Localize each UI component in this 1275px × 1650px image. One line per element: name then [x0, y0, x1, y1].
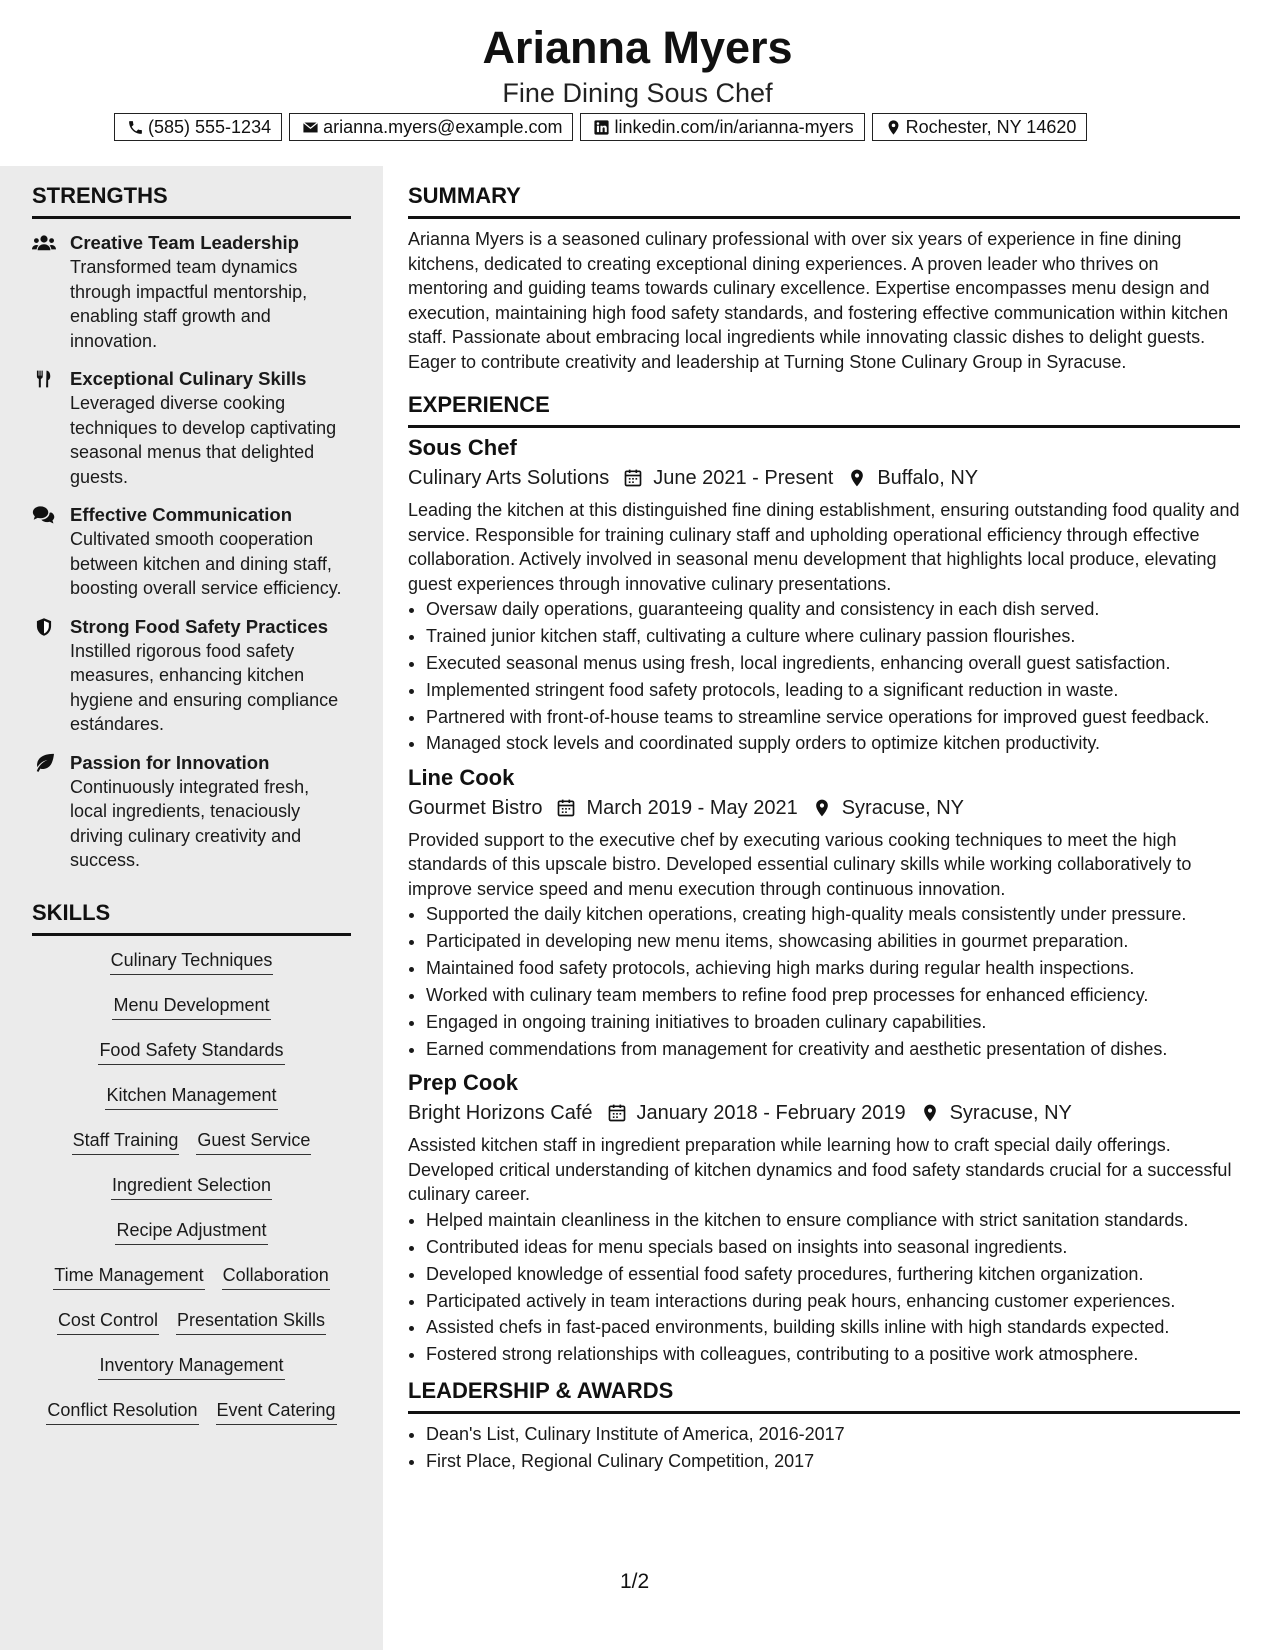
contact-email[interactable] — [289, 113, 573, 141]
job-bullet: • Executed seasonal menus using fresh, local ingredients, enhancing overall guest satisfaction. — [426, 651, 1240, 676]
job-location: Syracuse, NY — [841, 796, 964, 819]
job-bullet: • Helped maintain cleanliness in the kitchen to ensure compliance with strict sanitation standards. — [426, 1208, 1240, 1233]
job-description: Leading the kitchen at this distinguished fine dining establishment, ensuring outstanding food quality and service. Responsible for training culinary staff and upholding operational efficiency through effective collaboration. Actively involved in seasonal menu development that highlights local produce, elevating guest experiences through innovative culinary presentations. — [408, 500, 1240, 594]
candidate-name: Arianna Myers — [482, 22, 793, 73]
skill-row — [32, 993, 351, 1038]
skill-tag: Time Management — [53, 1263, 204, 1290]
map-pin-icon — [920, 1103, 940, 1123]
experience-list — [408, 434, 1240, 1367]
strengths-heading: STRENGTHS — [32, 180, 351, 219]
contact-linkedin[interactable] — [580, 113, 864, 141]
skill-tag: Presentation Skills — [176, 1308, 326, 1335]
skills-heading: SKILLS — [32, 897, 351, 936]
job-description: Provided support to the executive chef by executing various cooking techniques to meet the high standards of this upscale bistro. Developed essential culinary skills while working collaboratively to improve service speed and menu execution through continuous innovation. — [408, 829, 1192, 899]
skill-row — [32, 1218, 351, 1263]
skill-row — [32, 1128, 351, 1173]
award-item: • Dean's List, Culinary Institute of America, 2016-2017 — [426, 1422, 1240, 1447]
job-bullets — [408, 1208, 1240, 1367]
contact-location-text: Rochester, NY 14620 — [905, 116, 1077, 137]
job-company: Gourmet Bistro — [408, 796, 543, 819]
strength-description: Instilled rigorous food safety measures, enhancing kitchen hygiene and ensuring compliance estándares. — [70, 640, 339, 734]
job-bullets — [408, 597, 1240, 756]
contact-phone-text: (585) 555-1234 — [148, 116, 272, 137]
contact-linkedin-text: linkedin.com/in/arianna-myers — [614, 116, 854, 137]
job-bullet: • Participated in developing new menu items, showcasing abilities in gourmet preparation. — [426, 929, 1240, 954]
contact-location — [872, 113, 1088, 141]
summary-text: Arianna Myers is a seasoned culinary professional with over six years of experience in fine dining kitchens, dedicated to creating exceptional dining experiences. A proven leader who thrives on mentoring and guiding teams towards culinary excellence. Expertise encompasses menu design and execution, maintaining high food safety standards, and fostering effective communication within kitchen staff. Passionate about embracing local ingredients while innovating classic dishes to delight guests. Eager to contribute creativity and leadership at Turning Stone Culinary Group in Syracuse. — [408, 229, 1229, 372]
skill-tag: Staff Training — [72, 1128, 180, 1155]
strength-description: Transformed team dynamics through impactful mentorship, enabling staff growth and innovation. — [70, 257, 308, 351]
job-entry — [408, 434, 1240, 756]
skill-row — [32, 1398, 351, 1443]
strength-title: Passion for Innovation — [70, 751, 270, 773]
job-dates: June 2021 - Present — [653, 467, 834, 489]
utensils-icon — [32, 369, 56, 389]
map-pin-icon — [847, 468, 867, 488]
page-number: 1/2 — [620, 1570, 650, 1593]
strength-title: Exceptional Culinary Skills — [70, 368, 307, 389]
resume-header — [0, 18, 1275, 108]
leaf-icon — [32, 753, 56, 773]
strength-item — [32, 751, 351, 873]
job-bullet: • Assisted chefs in fast-paced environments, building skills inline with high standards expected. — [426, 1315, 1240, 1340]
skill-tag: Kitchen Management — [105, 1083, 277, 1110]
job-position: Sous Chef — [408, 435, 517, 460]
skill-row — [32, 1083, 351, 1128]
strength-title: Effective Communication — [70, 504, 293, 525]
job-meta — [408, 462, 1240, 494]
contact-email-text: arianna.myers@example.com — [323, 116, 563, 137]
job-bullet: • Fostered strong relationships with colleagues, contributing to a positive work atmosphere. — [426, 1342, 1240, 1367]
job-bullet: • Supported the daily kitchen operations, creating high-quality meals consistently under pressure. — [426, 902, 1240, 927]
strength-item — [32, 231, 351, 353]
skill-tag: Inventory Management — [98, 1353, 284, 1380]
job-dates: March 2019 - May 2021 — [586, 796, 798, 819]
job-description: Assisted kitchen staff in ingredient preparation while learning how to craft special daily offerings. Developed critical understanding of kitchen dynamics and food safety standards crucial for a successful culinary career. — [408, 1135, 1232, 1205]
job-company: Culinary Arts Solutions — [408, 467, 610, 489]
skill-tag: Cost Control — [57, 1308, 159, 1335]
job-bullet: • Managed stock levels and coordinated supply orders to optimize kitchen productivity. — [426, 731, 1240, 756]
strength-description: Continuously integrated fresh, local ingredients, tenaciously driving culinary creativity and success. — [70, 776, 310, 870]
job-bullets — [408, 902, 1240, 1061]
job-meta — [408, 792, 1240, 824]
job-dates: January 2018 - February 2019 — [636, 1102, 906, 1125]
calendar-icon — [607, 1103, 627, 1123]
job-bullet: • Contributed ideas for menu specials based on insights into seasonal ingredients. — [426, 1235, 1240, 1260]
skill-row — [32, 1308, 351, 1353]
strength-description: Cultivated smooth cooperation between kitchen and dining staff, boosting overall service efficiency. — [70, 529, 342, 598]
skill-row — [32, 1263, 351, 1308]
skill-tag: Guest Service — [196, 1128, 311, 1155]
experience-heading: EXPERIENCE — [408, 389, 1240, 428]
job-bullet: • Developed knowledge of essential food safety procedures, furthering kitchen organization. — [426, 1262, 1240, 1287]
job-bullet: • Trained junior kitchen staff, cultivating a culture where culinary passion flourishes. — [426, 624, 1240, 649]
skill-tag: Collaboration — [222, 1263, 330, 1290]
job-entry — [408, 1069, 1240, 1366]
right-column — [408, 180, 1240, 1481]
skill-row — [32, 1353, 351, 1398]
award-item: • First Place, Regional Culinary Competition, 2017 — [426, 1449, 1240, 1474]
strength-title: Creative Team Leadership — [70, 232, 299, 253]
job-location: Syracuse, NY — [949, 1102, 1072, 1125]
job-bullet: • Partnered with front-of-house teams to streamline service operations for improved guest feedback. — [426, 705, 1240, 730]
contact-bar — [114, 113, 1087, 141]
strength-description: Leveraged diverse cooking techniques to develop captivating seasonal menus that delighted guests. — [70, 393, 337, 487]
skill-row — [32, 948, 351, 993]
job-position: Prep Cook — [408, 1070, 519, 1096]
linkedin-icon — [593, 119, 610, 136]
skill-tag: Event Catering — [216, 1398, 337, 1425]
map-pin-icon — [812, 798, 832, 818]
awards-list — [408, 1422, 1240, 1473]
strength-item — [32, 615, 351, 737]
skill-row — [32, 1038, 351, 1083]
job-entry — [408, 764, 1240, 1061]
skills-list — [32, 948, 351, 1443]
skill-tag: Recipe Adjustment — [115, 1218, 267, 1245]
job-bullet: • Implemented stringent food safety protocols, leading to a significant reduction in waste. — [426, 678, 1240, 703]
contact-phone[interactable] — [114, 113, 282, 141]
job-location: Buffalo, NY — [877, 467, 979, 489]
users-icon — [32, 233, 56, 253]
job-bullet: • Worked with culinary team members to refine food prep processes for enhanced efficiency. — [426, 983, 1240, 1008]
phone-icon — [127, 119, 144, 136]
awards-heading: LEADERSHIP & AWARDS — [408, 1375, 1240, 1414]
skill-tag: Food Safety Standards — [98, 1038, 284, 1065]
strength-item — [32, 503, 351, 601]
job-bullet: • Participated actively in team interactions during peak hours, enhancing customer experiences. — [426, 1289, 1240, 1314]
job-company: Bright Horizons Café — [408, 1102, 593, 1125]
skill-tag: Menu Development — [112, 993, 270, 1020]
job-bullet: • Earned commendations from management for creativity and aesthetic presentation of dishes. — [426, 1037, 1240, 1062]
job-bullet: • Oversaw daily operations, guaranteeing quality and consistency in each dish served. — [426, 597, 1240, 622]
shield-icon — [32, 617, 56, 637]
skill-tag: Conflict Resolution — [46, 1398, 198, 1425]
map-pin-icon — [885, 119, 902, 136]
envelope-icon — [302, 119, 319, 136]
comments-icon — [32, 505, 56, 525]
job-bullet: • Engaged in ongoing training initiatives to broaden culinary capabilities. — [426, 1010, 1240, 1035]
left-column — [32, 180, 351, 1443]
calendar-icon — [556, 798, 576, 818]
job-position: Line Cook — [408, 764, 515, 790]
skill-tag: Ingredient Selection — [111, 1173, 272, 1200]
job-title-headline: Fine Dining Sous Chef — [502, 78, 773, 108]
strength-item — [32, 367, 351, 489]
skill-tag: Culinary Techniques — [110, 948, 274, 975]
summary-heading: SUMMARY — [408, 180, 1240, 219]
job-bullet: • Maintained food safety protocols, achieving high marks during regular health inspections. — [426, 956, 1240, 981]
calendar-icon — [623, 468, 643, 488]
job-meta — [408, 1097, 1240, 1129]
strength-title: Strong Food Safety Practices — [70, 615, 329, 637]
skill-row — [32, 1173, 351, 1218]
